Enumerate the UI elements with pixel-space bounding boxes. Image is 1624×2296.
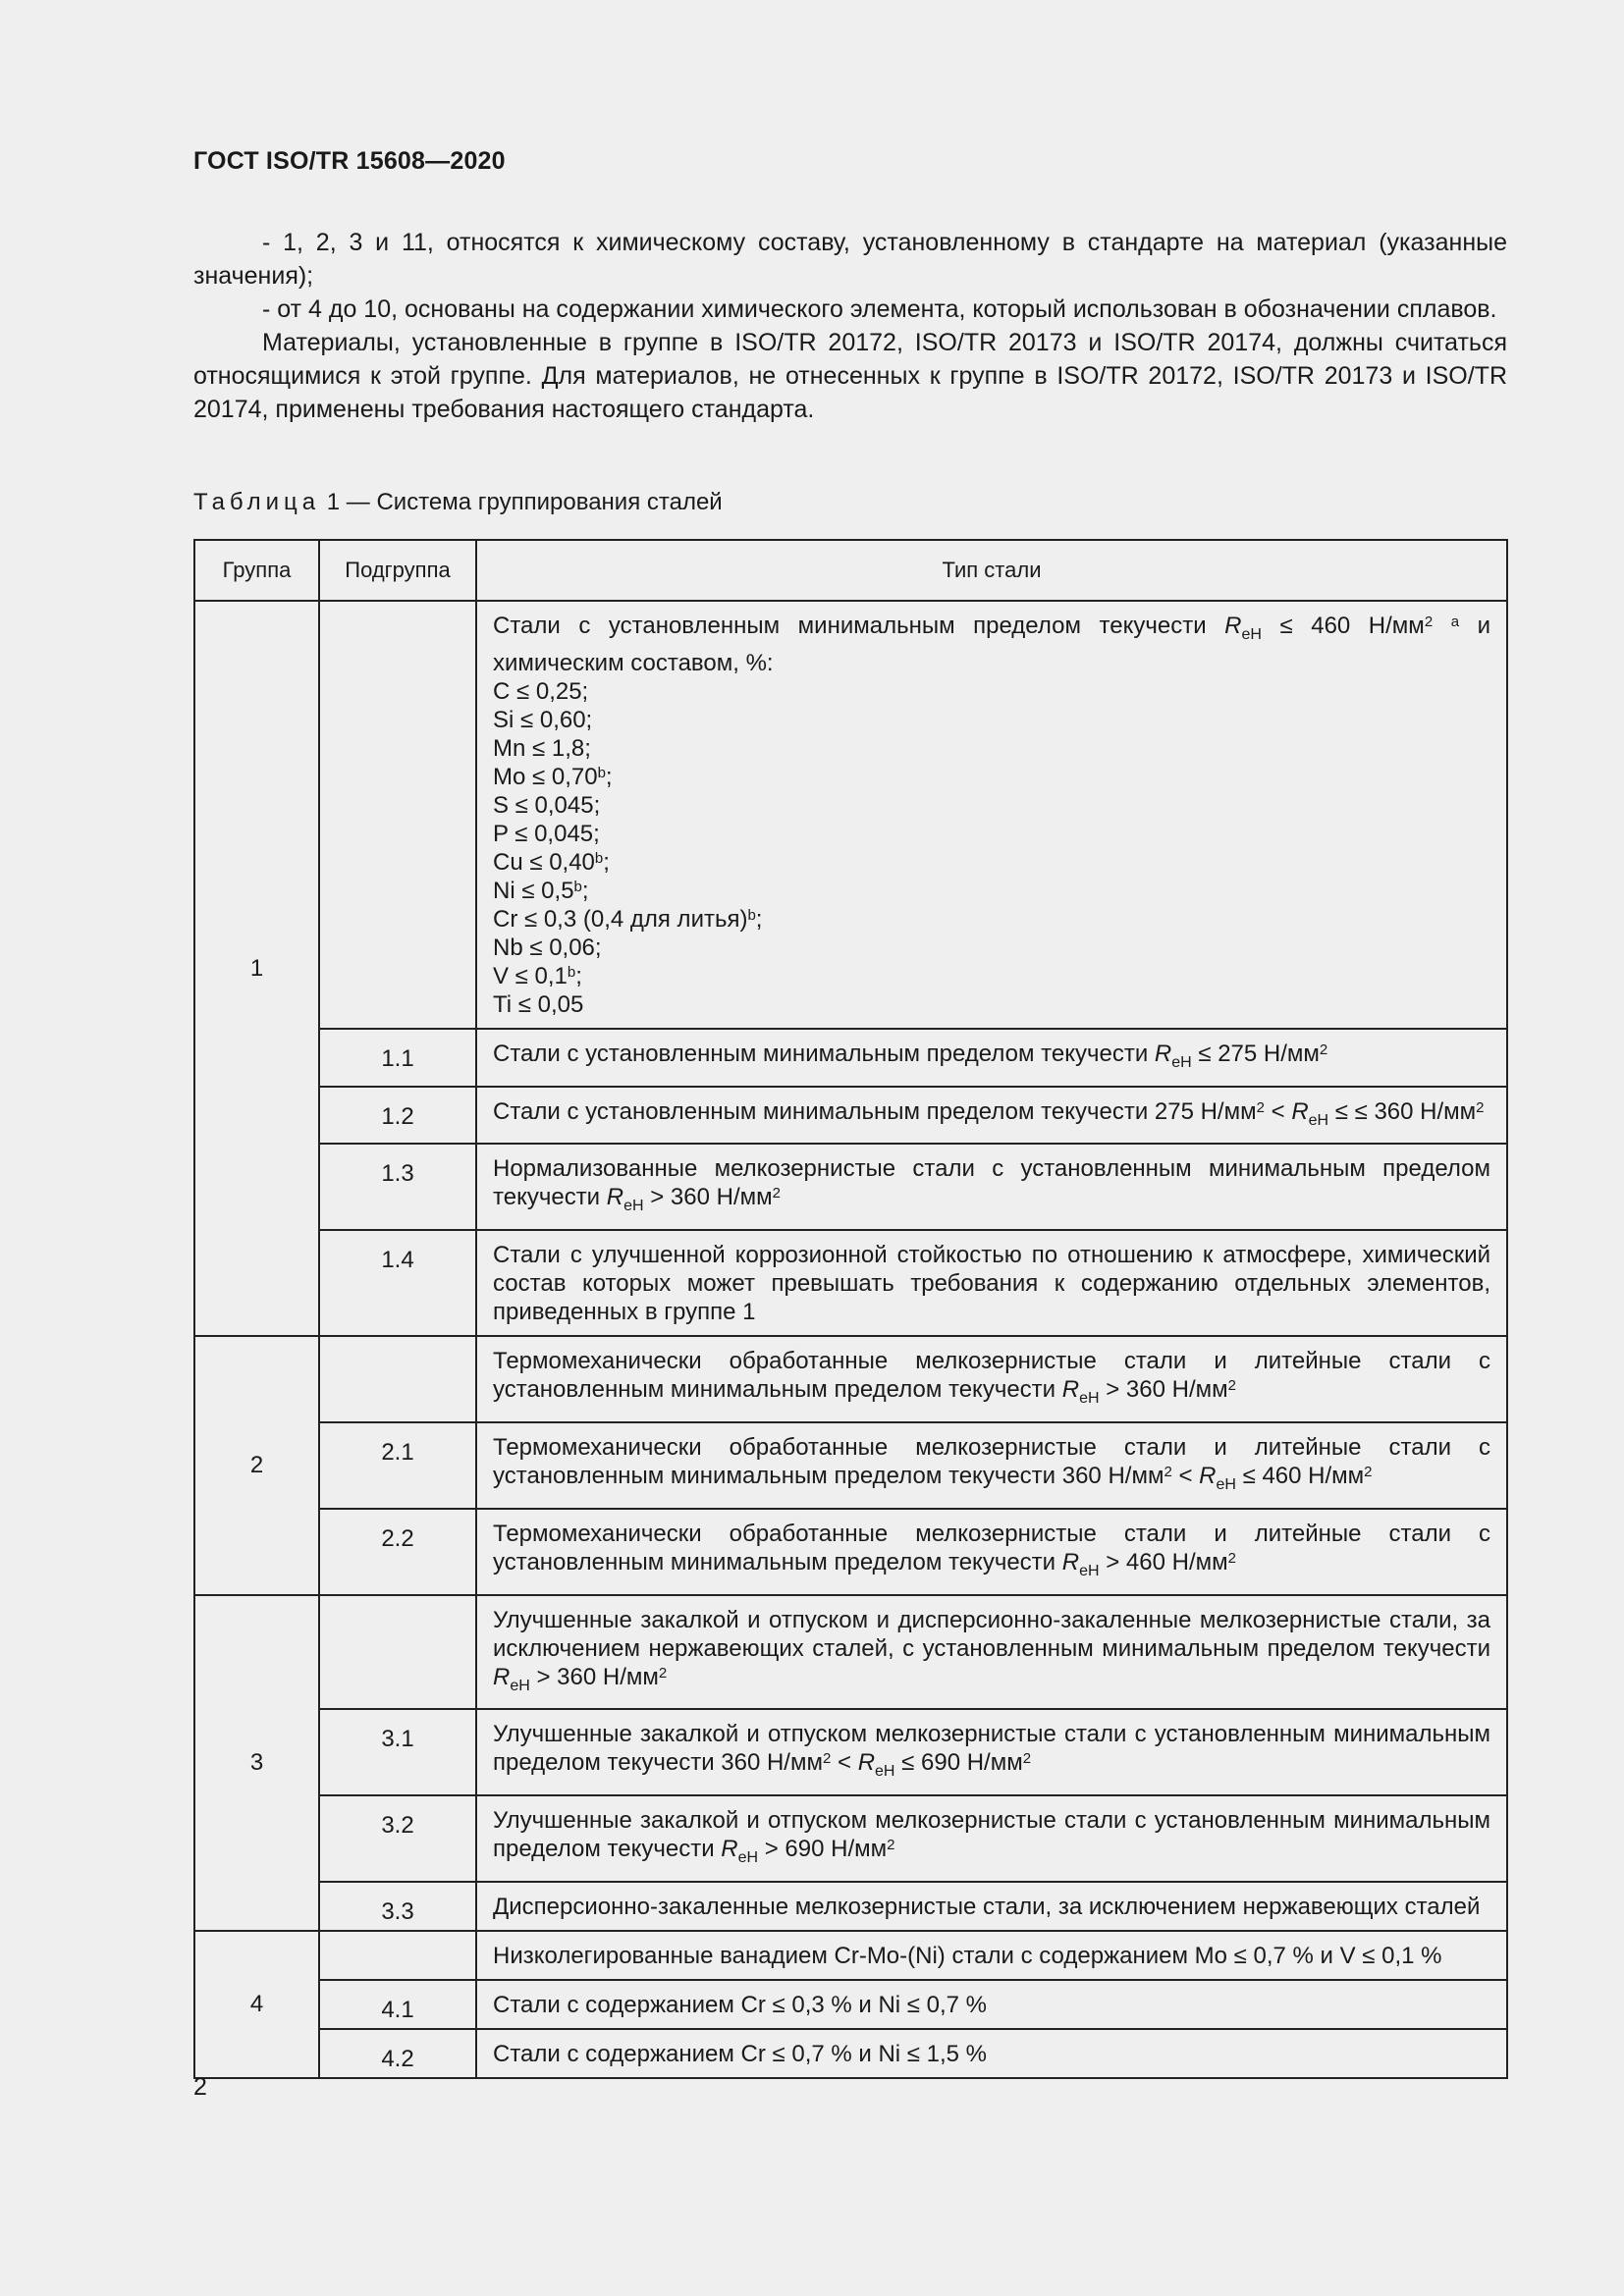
group-cell: 3: [194, 1595, 319, 1931]
table-row: [194, 1795, 1507, 1882]
table-row: [194, 1931, 1507, 1980]
element-cu: Cu ≤ 0,40$^b$;: [493, 848, 610, 876]
subgroup-cell: 2.2: [319, 1509, 476, 1595]
table-caption-label: Таблица: [193, 489, 321, 515]
element-nb: Nb ≤ 0,06;: [493, 934, 602, 961]
type-cell: Термомеханически обработанные мелкозернистые стали и литейные стали с установленным минимальным пределом текучести $R_{eH} > 360$ $Н/мм^2$: [476, 1336, 1507, 1422]
paragraph-1: - 1, 2, 3 и 11, относятся к химическому составу, установленному в стандарте на материал (указанные значения);: [193, 229, 1507, 290]
table-row: [194, 1709, 1507, 1795]
table-row: [194, 1144, 1507, 1230]
subgroup-cell: 1.3: [319, 1144, 476, 1230]
subgroup-cell: [319, 1336, 476, 1422]
page-number: 2: [193, 2073, 207, 2101]
type-cell: Стали с установленным минимальным пределом текучести $R_{eH} \le 460$ $Н/мм^2$ $^a$ и химическим составом, %: C ≤ 0,25; Si ≤ 0,60; Mn ≤ 1,8; Mo ≤ 0,70$^b$; S ≤ 0,045; P ≤ 0,045; Cu ≤ 0,40$^b$; Ni ≤ 0,5$^b$; Cr ≤ 0,3 (0,4 для литья)$^b$; Nb ≤ 0,06; V ≤ 0,1$^b$; Ti ≤ 0,05: [476, 601, 1507, 1029]
element-si: Si ≤ 0,60;: [493, 706, 593, 733]
steel-grouping-table: [193, 539, 1508, 2079]
table-caption-text: 1 — Система группирования сталей: [326, 489, 723, 515]
subgroup-cell: 3.2: [319, 1795, 476, 1882]
table-row: [194, 2029, 1507, 2078]
document-header: ГОСТ ISO/TR 15608—2020: [193, 147, 506, 175]
element-mo: Mo ≤ 0,70$^b$;: [493, 763, 613, 790]
type-cell: Термомеханически обработанные мелкозернистые стали и литейные стали с установленным минимальным пределом текучести 360 $Н/мм^2 < R_{eH} \le 460$ $Н/мм^2$: [476, 1422, 1507, 1509]
table-row: [194, 1509, 1507, 1595]
type-cell: Стали с улучшенной коррозионной стойкостью по отношению к атмосфере, химический состав которых может превышать требования к содержанию отдельных элементов, приведенных в группе 1: [476, 1230, 1507, 1336]
table-header-row: [194, 540, 1507, 601]
element-s: S ≤ 0,045;: [493, 791, 601, 819]
subgroup-cell: [319, 1595, 476, 1710]
type-cell: Улучшенные закалкой и отпуском мелкозернистые стали с установленным минимальным пределом текучести 360 $Н/мм^2 < R_{eH} \le 690$ $Н/мм^2$: [476, 1709, 1507, 1795]
subgroup-cell: [319, 601, 476, 1029]
table-row: [194, 601, 1507, 1029]
element-p: P ≤ 0,045;: [493, 820, 600, 847]
table-row: [194, 1087, 1507, 1145]
element-v: V ≤ 0,1$^b$;: [493, 962, 582, 989]
body-text: [193, 226, 1507, 426]
subgroup-cell: 4.2: [319, 2029, 476, 2078]
element-mn: Mn ≤ 1,8;: [493, 734, 591, 762]
element-c: C ≤ 0,25;: [493, 677, 589, 705]
type-cell: Стали с установленным минимальным пределом текучести $R_{eH} \le 275$ $Н/мм^2$: [476, 1029, 1507, 1087]
element-ti: Ti ≤ 0,05: [493, 990, 584, 1018]
subgroup-cell: 4.1: [319, 1980, 476, 2029]
header-subgroup: Подгруппа: [319, 540, 476, 601]
type-cell: Нормализованные мелкозернистые стали с установленным минимальным пределом текучести $R_{eH} > 360$ $Н/мм^2$: [476, 1144, 1507, 1230]
table-row: [194, 1422, 1507, 1509]
type-cell: Стали с установленным минимальным пределом текучести 275 $Н/мм^2 < R_{eH}$ ≤ ≤ 360 $Н/мм^2$: [476, 1087, 1507, 1145]
element-ni: Ni ≤ 0,5$^b$;: [493, 877, 589, 904]
subgroup-cell: 2.1: [319, 1422, 476, 1509]
subgroup-cell: 1.1: [319, 1029, 476, 1087]
subgroup-cell: 3.3: [319, 1882, 476, 1931]
type-cell: Дисперсионно-закаленные мелкозернистые стали, за исключением нержавеющих сталей: [476, 1882, 1507, 1931]
table-row: [194, 1336, 1507, 1422]
header-type: Тип стали: [476, 540, 1507, 601]
table-row: [194, 1595, 1507, 1710]
element-cr: Cr ≤ 0,3 (0,4 для литья)$^b$;: [493, 905, 763, 933]
subgroup-cell: 1.4: [319, 1230, 476, 1336]
type-cell: Термомеханически обработанные мелкозернистые стали и литейные стали с установленным минимальным пределом текучести $R_{eH} > 460$ $Н/мм^2$: [476, 1509, 1507, 1595]
type-cell: Улучшенные закалкой и отпуском мелкозернистые стали с установленным минимальным пределом текучести $R_{eH} > 690$ $Н/мм^2$: [476, 1795, 1507, 1882]
group-cell: 1: [194, 601, 319, 1336]
subgroup-cell: [319, 1931, 476, 1980]
table-caption: [193, 489, 723, 516]
group-cell: 2: [194, 1336, 319, 1594]
type-cell: Стали с содержанием Cr ≤ 0,3 % и Ni ≤ 0,7 %: [476, 1980, 1507, 2029]
subgroup-cell: 1.2: [319, 1087, 476, 1145]
header-group: Группа: [194, 540, 319, 601]
group-cell: 4: [194, 1931, 319, 2078]
table-row: [194, 1882, 1507, 1931]
type-cell: Улучшенные закалкой и отпуском и дисперсионно-закаленные мелкозернистые стали, за исключением нержавеющих сталей, с установленным минимальным пределом текучести $R_{eH} > 360$ $Н/мм^2$: [476, 1595, 1507, 1710]
type-cell: Низколегированные ванадием Cr-Mo-(Ni) стали с содержанием Mo ≤ 0,7 % и V ≤ 0,1 %: [476, 1931, 1507, 1980]
subgroup-cell: 3.1: [319, 1709, 476, 1795]
table-row: [194, 1230, 1507, 1336]
paragraph-3: Материалы, установленные в группе в ISO/TR 20172, ISO/TR 20173 и ISO/TR 20174, должны считаться относящимися к этой группе. Для материалов, не отнесенных к группе в ISO/TR 20172, ISO/TR 20173 и ISO/TR 20174, применены требования настоящего стандарта.: [193, 329, 1507, 423]
table-row: [194, 1029, 1507, 1087]
table-row: [194, 1980, 1507, 2029]
paragraph-2: - от 4 до 10, основаны на содержании химического элемента, который использован в обозначении сплавов.: [262, 295, 1497, 323]
type-cell: Стали с содержанием Cr ≤ 0,7 % и Ni ≤ 1,5 %: [476, 2029, 1507, 2078]
